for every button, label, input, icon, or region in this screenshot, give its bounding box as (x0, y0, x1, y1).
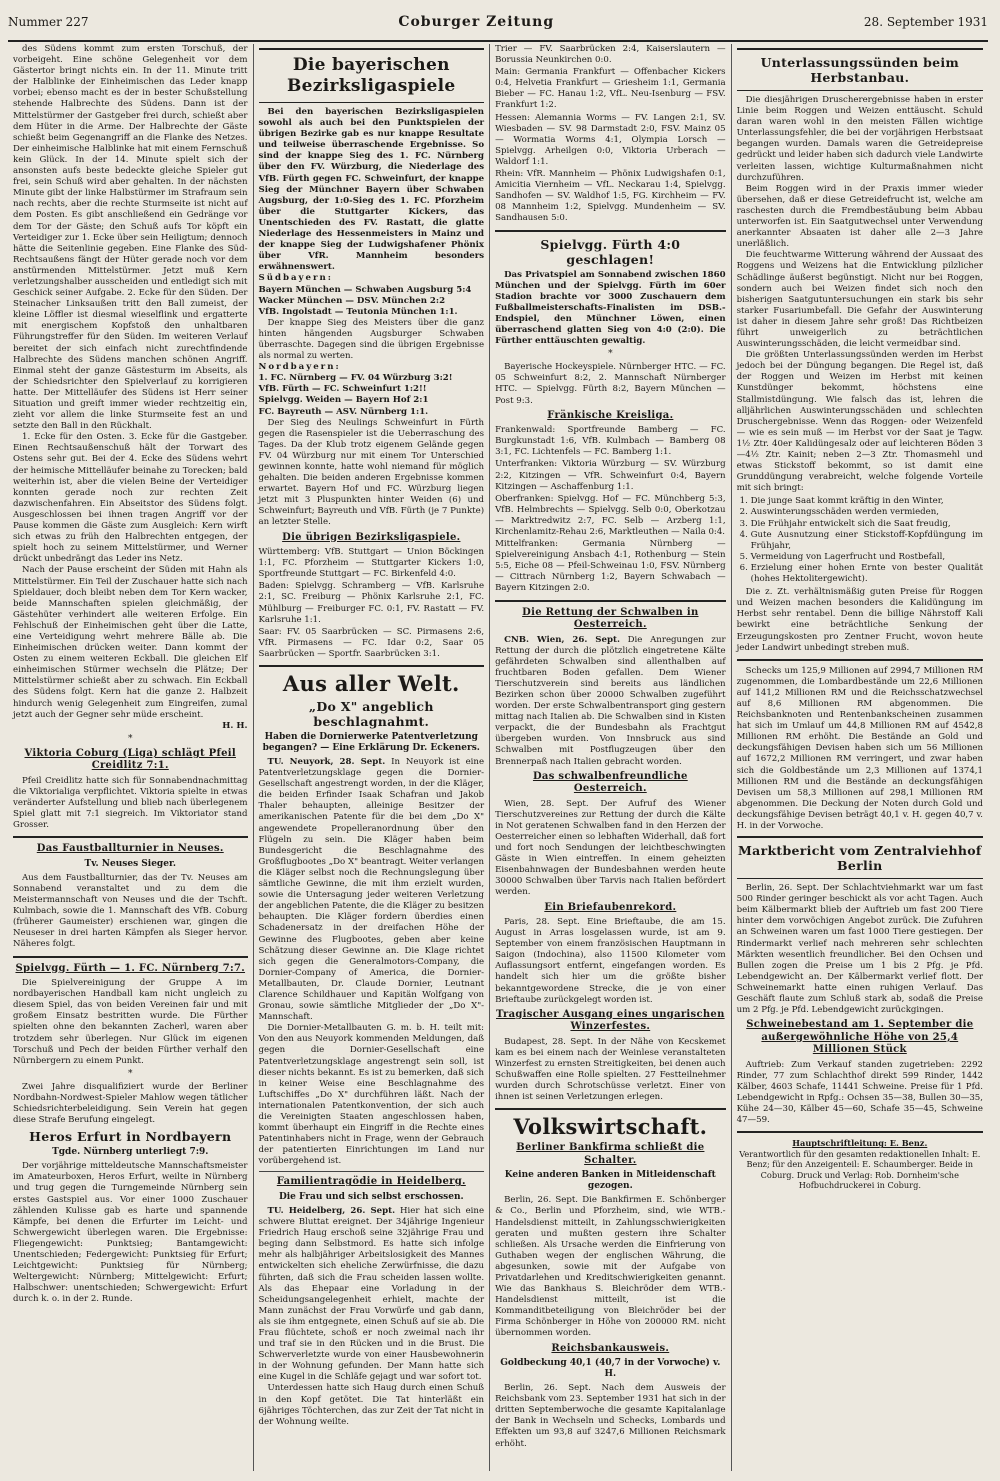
schwalben-dateline: CNB. Wien, 26. Sept. (504, 634, 620, 645)
faustball-subheadline: Tv. Neuses Sieger. (84, 858, 176, 869)
bank-headline: Berliner Bankfirma schließt die Schalter. (516, 1142, 705, 1166)
section-divider: * (128, 1068, 133, 1079)
list-item: 6. Erzielung einer hohen Ernte von bester Qualität (hohes Hektolitergewicht). (751, 563, 983, 585)
heidelberg-text: Hier hat sich eine schwere Bluttat ereignet. Der 34jährige Ingenieur Friedrich Haug erschoß seine 32jährige Frau und beging dann Selbstmord. Es hatte sich infolge mehr als halbjähriger Arbeitslosigkeit des Mannes entwickelten sich eheliche Zerwürfnisse, die dazu führten, daß sich die Frau scheiden lassen wollte. Als das Ehepaar eine Vorladung in der Scheidungsangelegenheit erhielt, machte der Mann zunächst der Frau Vorwürfe und gab dann, als sie ihm entgegnete, einen Schuß auf sie ab. Die Frau flüchtete, schoß er noch zweimal nach ihr und traf sie in den Rücken und in die Brust. Die Schwerverletzte wurde von einer Hausbewohnerin in der Wohnung gefunden. Der Mann hatte sich eine Kugel in die Schläfe gejagt und war sofort tot. (258, 1205, 485, 1383)
do-x-dateline: TU. Neuyork, 28. Sept. (267, 757, 386, 767)
paper-name: Coburger Zeitung (398, 14, 555, 30)
column-2 (253, 44, 490, 1471)
heidelberg-dateline: TU. Heidelberg, 26. Sept. (267, 1205, 396, 1216)
divider (737, 659, 983, 661)
heros-subheadline: Tgde. Nürnberg unterliegt 7:9. (52, 1147, 209, 1158)
issue-date: 28. September 1931 (863, 15, 988, 29)
schwalben-2-headline: Das schwalbenfreundliche Oesterreich. (532, 770, 688, 795)
heidelberg-text-2: Unterdessen hatte sich Haug durch einen Schuß in den Kopf getötet. Die Tat hinterläßt ein 6jähriges Töchterchen, das zur Zeit der Tat nicht in der Wohnung weilte. (258, 1383, 485, 1427)
suedbayern-results (259, 285, 485, 318)
suedbayern-text: Der knappe Sieg des Meisters über die ganz hinten hängenden Augsburger Schwaben überraschte. Dagegen sind die übrigen Ergebnisse als normal zu werten. (258, 317, 485, 362)
result-line: FC. Bayreuth — ASV. Nürnberg 1:1. (258, 406, 429, 417)
league-line: Hessen: Alemannia Worms — FV. Langen 2:1, SV. Wiesbaden — SV. 98 Darmstadt 2:0, FSV. Mainz 05 — Wormatia Worms 4:1, Olympia Lorsch — Spielvgg. Arheilgen 0:0, Viktoria Urberach — Waldorf 1:1. (495, 112, 726, 167)
schwalben-text: Die Anregungen zur Rettung der durch die plötzlich eingetretene Kälte gefährdeten Schwalben sind allenthalben auf fruchtbaren Boden gefallen. Dem Wiener Tierschutzverein sind bereits aus ländlichen Bezirken schon über 20000 Schwalben zugeführt worden. Der erste Schwalbentransport ging gestern mittag nach Italien ab. Die Schwalben sind in Kisten verpackt, die der Bundesbahn als Frachtgut übergeben wurden. Von Innsbruck aus sind Schwalben mit Postflugzeugen über den Brennerpaß nach Italien gebracht worden. (495, 634, 726, 767)
league-line: Trier — FV. Saarbrücken 2:4, Kaiserslautern — Borussia Neunkirchen 0:0. (495, 44, 726, 66)
imprint (737, 1138, 983, 1191)
reichsbank-subheadline: Goldbeckung 40,1 (40,7 in der Vorwoche) v. H. (500, 1358, 721, 1380)
reichsbank-text: Berlin, 26. Sept. Nach dem Ausweis der Reichsbank vom 23. September 1931 hat sich in der dritten Septemberwoche die gesamte Kapitalanlage der Bank in Wechseln und Schecks, Lombards und Effekten um 93,8 auf 3247,6 Millionen Reichsmark erhöht. (495, 1383, 726, 1449)
league-line: Main: Germania Frankfurt — Offenbacher Kickers 0:4, Helvetia Frankfurt — Griesheim 1:1, Germania Bieber — FC. Hanau 1:2, VfL. Neu-Isenburg — FSV. Frankfurt 1:2. (495, 67, 726, 111)
section-divider: * (128, 733, 133, 744)
finance-text: Schecks um 125,9 Millionen auf 2994,7 Millionen RM zugenommen, die Lombardbestände um 22,6 Millionen auf 141,2 Millionen RM und die Reichsschatzwechsel auf 8,6 Millionen RM abgenommen. Die Reichsbanknoten und Rentenbankscheinen zusammen hat sich im Umlauf um 44,8 Millionen RM auf 4542,8 Millionen RM erhöht. Die Bestände an Gold und deckungsfähigen Devisen haben sich um 56 Millionen auf 1672,2 Millionen RM verringert, und zwar haben sich die Goldbestände um 2,3 Millionen auf 1374,1 Millionen RM und die Bestände an deckungsfähigen Devisen um 58,3 Millionen auf 298,1 Millionen RM abgenommen. Die Deckung der Noten durch Gold und deckungsfähige Devisen beträgt 40,1 v. H. gegen 40,7 v. H. in der Vorwoche. (736, 665, 984, 831)
kreisliga-headline: Fränkische Kreisliga. (547, 409, 674, 421)
reichsbank-headline: Reichsbankausweis. (551, 1342, 670, 1354)
result-line: VfB. Ingolstadt — Teutonia München 1:1. (258, 306, 458, 317)
hockey-text: Bayerische Hockeyspiele. Nürnberger HTC. — FC. 05 Schweinfurt 8:2, 2. Mannschaft Nürnberger HTC. — Spielvgg. Fürth 8:2, Bayern München — Post 9:3. (495, 362, 726, 406)
herbstanbau-text-5: Die z. Zt. verhältnismäßig guten Preise für Roggen und Weizen machen besonders die Kalidüngung im Herbst sehr rentabel. Denn die billige Nährstoff Kali bewirkt eine beträchtliche Senkung der Erzeugungskosten pro Zentner Frucht, wovon heute jeder Landwirt unbedingt streben muß. (736, 587, 984, 653)
do-x-text-2: Die Dornier-Metallbauten G. m. b. H. teilt mit: Von den aus Neuyork kommenden Meldungen, daß gegen die Dornier-Gesellschaft eine Patentverletzungsklage angestrengt sein soll, ist dieser nichts bekannt. Es ist zu bemerken, daß sich in keiner Weise eine Beschlagnahme des Luftschiffes „Do X" durchführen läßt. Nach der internationalen Patentkonvention, der sich auch die Vereinigten Staaten angeschlossen haben, kommt überhaupt ein Eingriff in die Rechte eines Patentinhabers nicht in Frage, wenn der Gebrauch der patentierten Einrichtungen im Land nur vorübergehend ist. (258, 1023, 485, 1167)
fuerth-nuernberg-text: Die Spielvereinigung der Gruppe A im nordbayerischen Handball kam nicht ungleich zu diesem Spiel, das von beiden Vereinen fair und mit großem Einsatz bestritten wurde. Die Fürther spielten ohne den bekannten Zacherl, waren aber trotzdem sehr überlegen. Nur Glück im eigenen Torschuß und Pech der beiden Fürther verhalf den Nürnbergern zu einem Punkt. (13, 978, 248, 1066)
imprint-label: Hauptschriftleitung: E. Benz. (792, 1138, 928, 1149)
bank-subheadline: Keine anderen Banken in Mitleidenschaft gezogen. (504, 1170, 716, 1192)
column-4 (731, 44, 988, 1471)
herbstanbau-text-2: Beim Roggen wird in der Praxis immer wieder übersehen, daß er diese Getreidefrucht ist, welche am raschesten durch die Fremdbestäubung beim Abbau unterworfen ist. Ein Saatgutwechsel unter Verwendung anerkannter Absaaten ist daher alle 2—3 Jahre unerläßlich. (736, 183, 984, 250)
schwalben-2-text: Wien, 28. Sept. Der Aufruf des Wiener Tierschutzvereines zur Rettung der durch die Kälte in Not geratenen Schwalben fand in den Herzen der Oesterreicher einen so lebhaften Widerhall, daß fort und fort noch Sendungen der leichtbeschwingten Gäste in Wien eintreffen. In einem geheizten Eisenbahnwagen der Bundesbahnen werden heute 30000 Schwalben über Tarvis nach Italien befördert werden. (495, 798, 726, 898)
other-leagues-title: Die übrigen Bezirksligaspiele. (282, 531, 461, 543)
page-number: Nummer 227 (8, 15, 89, 29)
nordbayern-text: Der Sieg des Neulings Schweinfurt in Fürth gegen die Rasenspieler ist die Ueberraschung des Tages. Da der Klub trotz eigenem Gelände gegen FV. 04 Würzburg nur mit einem Tor Unterschied gewinnen konnte, hatte wohl niemand für möglich gehalten. Die beiden anderen Ergebnisse kommen erwartet. Bayern Hof und FC. Würzburg liegen jetzt mit 3 Pluspunkten hinter Weiden (6) und Schweinfurt; Bayreuth und VfB. Fürth (je 7 Punkte) an letzter Stelle. (258, 417, 485, 528)
divider (495, 600, 726, 602)
league-results-top (495, 44, 726, 225)
masthead (8, 14, 988, 42)
heidelberg-subheadline: Die Frau und sich selbst erschossen. (278, 1191, 464, 1202)
winzerfest-text: Budapest, 28. Sept. In der Nähe von Kecskemet kam es bei einem nach der Weinlese veranstalteten Winzerfest zu ernsten Streitigkeiten, bei denen auch Schußwaffen eine Rolle spielten. 27 Festteilnehmer wurden durch Schrotschüsse verletzt. Einer von ihnen ist seinen Verletzungen erlegen. (495, 1036, 726, 1103)
league-line: Württemberg: VfB. Stuttgart — Union Böckingen 1:1, FC. Pforzheim — Stuttgarter Kickers 1:0, Sportfreunde Stuttgart — FC. Birkenfeld 4:0. (258, 547, 485, 580)
bezirksliga-headline: Die bayerischen Bezirksligaspiele (287, 55, 456, 96)
herbstanbau-text-4: Die größten Unterlassungssünden werden im Herbst jedoch bei der Düngung begangen. Die Regel ist, daß der Roggen und Weizen im Herbst mit keinen Kunstdünger bekommt, höchstens eine Stallmistdüngung. Wie falsch das ist, lehren die alljährlichen Auswinterungsschäden und schlechten Druschergebnisse. Wenn das Roggen- oder Weizenfeld — wie es sein muß — im Herbst vor der Saat je Tagw. 1½ Ztr. 40er Kalidüngesalz oder auf leichteren Böden 3—4½ Ztr. Kainit; neben 2—3 Ztr. Thomasmehl und etwas Stickstoff bekommt, so ist damit eine Grunddüngung verabreicht, welche folgende Vorteile mit sich bringt: (736, 350, 984, 494)
list-item: 4. Gute Ausnutzung einer Stickstoff-Kopfdüngung im Frühjahr, (751, 530, 983, 552)
league-line: Baden: Spielvgg. Schramberg — VfB. Karlsruhe 2:1, SC. Freiburg — Phönix Karlsruhe 2:1, FC. Mühlburg — Freiburger FC. 0:1, FV. Rastatt — FV. Karlsruhe 1:1. (258, 581, 485, 625)
do-x-headline: „Do X" angeblich beschlagnahmt. (308, 699, 434, 729)
divider (13, 836, 248, 838)
nordbayern-title: Nordbayern: (258, 362, 341, 373)
brieftaube-text: Paris, 28. Sept. Eine Brieftaube, die am 15. August in Arras losgelassen wurde, ist am 9. September von einem französischen Hauptmann in Saigon (Indochina), also 11500 Kilometer vom Auflassungsort entfernt, eingefangen worden. Es handelt sich hier um die größte bisher bekanntgewordene Strecke, die je von einer Brieftaube zurückgelegt worden ist. (495, 917, 726, 1005)
bezirksliga-lead: Bei den bayerischen Bezirksligaspielen sowohl als auch bei den Punktspielen der übrigen Bezirke gab es nur knappe Resultate und teilweise überraschende Ergebnisse. So sind der knappe Sieg des 1. FC. Nürnberg über den FV. Würzburg, die Niederlage des VfB. Fürth gegen FC. Schweinfurt, der knappe Sieg der Münchner Bayern über Schwaben Augsburg, der 1:0-Sieg des 1. FC. Pforzheim über die Stuttgarter Kickers, das Unentschieden des FV. Rastatt, die glatte Niederlage des Hessenmeisters in Mainz und der knappe Sieg der Ludwigshafener Phönix über VfR. Mannheim besonders erwähnenswert. (258, 107, 485, 273)
disqualification-text: Zwei Jahre disqualifiziert wurde der Berliner Nordbahn-Nordwest-Spieler Mahlow wegen tätlicher Schiedsrichterbeleidigung. Sein Verein hat gegen diese Strafe Berufung eingelegt. (13, 1081, 248, 1126)
volkswirtschaft-headline: Volkswirtschaft. (513, 1114, 708, 1140)
imprint-text: Verantwortlich für den gesamten redaktionellen Inhalt: E. Benz; für den Anzeigenteil: E. Schaumberger. Beide in Coburg. Druck und Verlag: Rob. Dornheim'sche Hofbuchdruckerei in Coburg. (739, 1148, 981, 1191)
league-line: Mittelfranken: Germania Nürnberg — Spielvereinigung Ansbach 4:1, Rothenburg — Stein 5:5, Eiche 08 — Pfeil-Schweinau 1:0, FSV. Nürnberg — Cittrach Nürnberg 1:2, Bayern Schwabach — Bayern Kitzingen 2:0. (495, 539, 726, 594)
other-leagues-results (259, 547, 485, 660)
author-signature: H. H. (222, 720, 248, 731)
fuerth-beaten-headline: Spielvgg. Fürth 4:0 geschlagen! (540, 236, 681, 267)
match-report-text-3: Nach der Pause erscheint der Süden mit Hahn als Mittelstürmer. Ein Teil der Zuschauer hatte sich nach Spieldauer, doch bleibt neben dem Tor Kern wacker, beide Mannschaften spielen gleichmäßig, der Gästehüter verhindert alle weiteren Erfolge. Ein Fehlschuß der Einheimischen geht über die Latte, eine Verteidigung wehrt mehrere Bälle ab. Die Einheimischen drücken weiter. Dann kommt der Osten zu einem weiteren Eckball. Die gleichen Elf einheimischen Stürmer wechseln die Plätze; Der Mittelstürmer schießt aber zu schwach. Ein Eckball des Südens folgt. Kern hat die ganze 2. Halbzeit hindurch wenig Gelegenheit zum Eingreifen, zumal jetzt auch der Gegner sehr müde erscheint. (13, 565, 248, 720)
league-line: Oberfranken: Spielvgg. Hof — FC. Münchberg 5:3, VfB. Helmbrechts — Spielvgg. Selb 0:0, Oberkotzau — Marktredwitz 2:7, FC. Selb — Arzberg 1:1, Kirchenlamitz-Rehau 2:6, Marktleuthen — Naila 0:4. (495, 493, 726, 537)
divider (495, 230, 726, 232)
market-headline: Marktbericht vom Zentralviehhof Berlin (738, 843, 982, 874)
section-divider: * (608, 349, 613, 360)
fuerth-beaten-text: Das Privatspiel am Sonnabend zwischen 1860 München und der Spielvgg. Fürth im 60er Stadion brachte vor 3000 Zuschauern dem Fußballmeisterschafts-Finalisten im DSB.-Endspiel, den Münchner Löwen, einen überraschend glatten Sieg von 4:0 (2:0). Die Fürther enttäuschten gewaltig. (495, 269, 726, 347)
league-line: Saar: FV. 05 Saarbrücken — SC. Pirmasens 2:6, VfR. Pirmasens — FC. Idar 0:2, Saar 05 Saarbrücken — Sportfr. Saarbrücken 3:1. (258, 626, 485, 659)
brieftaube-headline: Ein Briefaubenrekord. (544, 901, 677, 913)
herbstanbau-headline: Unterlassungssünden beim Herbstanbau. (760, 55, 959, 85)
result-line: Bayern München — Schwaben Augsburg 5:4 (258, 284, 472, 295)
herbstanbau-text-3: Die feuchtwarme Witterung während der Aussaat des Roggens und Weizens hat die Entwicklung pilzlicher Schädlinge äußerst begünstigt. Nicht nur bei Roggen, sondern auch bei Weizen findet sich noch den bisherigen Saatgutuntersuchungen ein stark bis sehr starker Fusariumbefall. Die Gefahr der Auswinterung ist daher in diesem Jahre sehr groß! Das Richtbeizen führt unweigerlich zu beträchtlichen Auswinterungsschäden, die leicht vermeidbar sind. (736, 250, 984, 350)
heros-headline: Heros Erfurt in Nordbayern (29, 1129, 232, 1145)
market-text: Berlin, 26. Sept. Der Schlachtviehmarkt war um fast 500 Rinder geringer beschickt als vor acht Tagen. Auch beim Kälbermarkt blieb der Auftrieb um fast 200 Tiere hinter dem vorwöchigen Angebot zurück. Die Zufuhren an Schweinen waren um fast 1000 Tiere gestiegen. Der Rindermarkt verlief nach mehreren sehr schlechten Märkten wesentlich freundlicher. Bei den Ochsen und Bullen zogen die Preise um 1 bis 2 Pfg. je Pfd. Lebendgewicht an. Der Kälbermarkt verlief flott. Der Schweinemarkt hatte einen ruhigen Verlauf. Das Geschäft flaute zum Schluß stark ab, sodaß die Preise um 2 Pfg. je Pfd. Lebendgewicht zurückgingen. (736, 883, 984, 1016)
aus-aller-welt-headline: Aus aller Welt. (282, 671, 460, 696)
do-x-subheadline: Haben die Dornierwerke Patentverletzung begangen? — Eine Erklärung Dr. Eckeners. (262, 732, 480, 753)
nordbayern-results (259, 373, 485, 417)
benefits-list (737, 496, 983, 585)
league-line: Unterfranken: Viktoria Würzburg — SV. Würzburg 2:2, Kitzingen — VfR. Schweinfurt 0:4, Bayern Kitzingen — Aschaffenburg 1:1. (495, 459, 726, 492)
match-report-text-2: 1. Ecke für den Osten. 3. Ecke für die Gastgeber. Einen Rechtsaußenschuß hält der Torwart des Ostens sehr gut. Bei der 4. Ecke des Südens wehrt der heimische Mittelläufer beinahe zu Torecken; bald weiterhin ist, aber die vielen Beine der Verteidiger konnten gerade noch zur rechten Zeit dazwischenfahren. Ein Abseitstor des Südens folgt. Ausgeschlossen bei ihnen tragen Angriff vor der Pause kommen die Gäste zum Ausgleich: Kern wirft sich etwas zu früh den Halbrechten entgegen, der spielt hoch zu seinem Mittelstürmer, und Werner drückt unbedrängt das Leder ins Netz. (13, 432, 248, 565)
list-item: 5. Vermeidung von Lagerfrucht und Rostbefall, (751, 552, 983, 563)
divider (259, 1171, 485, 1172)
viktoria-headline: Viktoria Coburg (Liga) schlägt Pfeil Creidlitz 7:1. (24, 747, 236, 772)
result-line: 1. FC. Nürnberg — FV. 04 Würzburg 3:2! (258, 373, 453, 384)
auftrieb-text: Auftrieb: Zum Verkauf standen zugetrieben: 2292 Rinder, 77 zum Schlachthof direkt 599 Rinder, 1442 Kälber, 4603 Schafe, 11441 Schweine. Preise für 1 Pfd. Lebendgewicht in Rpfg.: Ochsen 35—38, Bullen 30—35, Kühe 24—30, Kälber 45—60, Schafe 35—45, Schweine 47—59. (736, 1059, 984, 1126)
faustball-headline: Das Faustballturnier in Neuses. (36, 843, 224, 855)
column-1 (8, 44, 253, 1471)
viktoria-text: Pfeil Creidlitz hatte sich für Sonnabendnachmittag die Viktorialiga verpflichtet. Viktoria spielte in etwas veränderter Aufstellung und blieb nach überlegenem Spiel glatt mit 7:1 siegreich. Im Viktoriator stand Grosser. (13, 775, 248, 831)
bank-text: Berlin, 26. Sept. Die Bankfirmen E. Schönberger & Co., Berlin und Pforzheim, sind, wie WTB.-Handelsdienst mitteilt, in Zahlungsschwierigkeiten geraten und mußten gestern ihre Schalter schließen. Als Ursache werden die Einfrierung von Guthaben wegen der englischen Währung, die abgesunken, sowie mit der Aufgabe von Privatdarlehen und Kreditschwierigkeiten genannt. Wie das Bankhaus S. Bleichröder dem WTB.-Handelsdienst mitteilt, ist die Kommanditbeteiligung von Bleichröder bei der Firma Schönberger in Höhe von 200000 RM. nicht übernommen worden. (495, 1195, 726, 1339)
schweinebestand-headline: Schweinebestand am 1. September die außergewöhnliche Höhe von 25,4 Millionen Stück (746, 1019, 974, 1056)
suedbayern-title: Südbayern: (258, 273, 333, 284)
list-item: 3. Die Frühjahr entwickelt sich die Saat freudig, (751, 519, 983, 530)
result-line: Wacker München — DSV. München 2:2 (258, 295, 446, 306)
divider (259, 665, 485, 667)
fuerth-nuernberg-headline: Spielvgg. Fürth — 1. FC. Nürnberg 7:7. (15, 962, 246, 974)
schwalben-headline: Die Rettung der Schwalben in Oesterreich. (522, 606, 699, 631)
winzerfest-headline: Tragischer Ausgang eines ungarischen Winzerfestes. (496, 1008, 725, 1033)
column-3 (489, 44, 731, 1471)
divider (495, 1108, 726, 1110)
league-line: Rhein: VfR. Mannheim — Phönix Ludwigshafen 0:1, Amicitia Viernheim — VfL. Neckarau 1:4, Spielvgg. Sandhofen — SV. Waldhof 1:5, FG. Kirchheim — FV. 08 Mannheim 1:2, Spielvgg. Mundenheim — SV. Sandhausen 5:0. (495, 169, 726, 224)
article-columns (8, 44, 988, 1471)
list-item: 2. Auswinterungsschäden werden vermieden, (751, 507, 983, 518)
divider (13, 956, 248, 958)
divider (737, 1131, 983, 1133)
do-x-text: In Neuyork ist eine Patentverletzungsklage gegen die Dornier-Gesellschaft angestrengt worden, in der die Kläger, die beiden Erfinder Isaak Schafran und Jakob Thaler behaupten, alleinige Besitzer der amerikanischen Patente für die bei dem „Do X" angewendete Propelleranordnung über den Flügeln zu sein. Die Kläger haben beim Bundesgericht die Beschlagnahme des Großflugbootes „Do X" beantragt. Weiter verlangen die Kläger selbst noch die Rechnungslegung über sämtliche Gewinne, die mit ihm erzielt wurden, sowie die Untersagung jeder weiteren Verletzung der angeblichen Patente, die die Kläger zu besitzen behaupten. Die Kläger fordern überdies einen Schadenersatz in der dreifachen Höhe der Gewinne des Flugbootes, geben aber keine Schätzung dieser Gewinne an. Die Klage richtet sich gegen die Generalmotors-Company, die Dornier-Company of America, die Dornier-Metallbauten, Dr. Claude Dornier, Leutnant Clarence Schildhauer und Kapitän Wolfgang von Gronau, sowie sämtliche Mitglieder der „Do X"-Mannschaft. (258, 757, 485, 1023)
kreisliga-results (495, 425, 726, 594)
result-line: VfB. Fürth — FC. Schweinfurt 1:2!! (258, 384, 427, 395)
list-item: 1. Die junge Saat kommt kräftig in den Winter, (751, 496, 983, 507)
heidelberg-headline: Familientragödie in Heidelberg. (276, 1176, 466, 1188)
result-line: Spielvgg. Weiden — Bayern Hof 2:1 (258, 395, 429, 406)
herbstanbau-text-1: Die diesjährigen Druscherergebnisse haben in erster Linie beim Roggen und Weizen enttäuscht. Schuld daran waren wohl in den meisten Fällen wichtige Unterlassungsfehler, die bei der vorjährigen Herbstsaat begangen wurden. Damals waren die Getreidepreise gedrückt und leider haben sich dadurch viele Landwirte verleiten lassen, wichtige Kulturmaßnahmen nicht durchzuführen. (736, 95, 984, 183)
league-line: Frankenwald: Sportfreunde Bamberg — FC. Burgkunstadt 1:6, VfB. Kulmbach — Bamberg 08 3:1, FC. Lichtenfels — FC. Bamberg 1:1. (495, 425, 726, 458)
faustball-text: Aus dem Faustballturnier, das der Tv. Neuses am Sonnabend veranstaltet und zu dem die Meistermannschaft von Neuses und die der Tschft. Kulmbach, sowie die 1. Mannschaft des VfB. Coburg (früherer Gaumeister) erschienen war, gingen die Neuseser in drei harten Kämpfen als Sieger hervor. Näheres folgt. (13, 872, 248, 950)
match-report-text: des Südens kommt zum ersten Torschuß, der vorbeigeht. Eine schöne Gelegenheit vor dem Gästertor bringt nichts ein. In der 11. Minute tritt der Halblinke der Einheimischen das Leder knapp vorbei; ebenso macht es der in bester Schußstellung stehende Halbrechte des Südens. Dann ist der Mittelstürmer der Gastgeber frei durch, schießt aber dem Hüter in die Arme. Der Halbrechte der Gäste schießt beim Gegenangriff an die Flanke des Netzes. Der einheimische Halblinke hat mit einem Fernschuß kein Glück. In der 14. Minute spielt sich der ansonsten aufs beste bedeckte gleiche Spieler gut frei, sein Schuß wird aber gehalten. In der nächsten Minute gibt der linke Halbstürmer im Strafraum sein nach rechts, aber die rechte Sturmseite ist nicht auf dem Posten. Es gibt anschließend ein Gedränge vor dem Tor der Gäste; den Schuß aufs Tor köpft ein Verteidiger zur 1. Ecke über sein Heiligtum; dennoch hätte die Seitenlinie gegeben. Eine Flanke des Süd-Rechtsaußens fängt der Hüter gerade noch vor dem anstürmenden Mittelstürmer. Jetzt muß Kern verletzungshalber ausscheiden und entledigt sich mit Geschick seiner Aufgabe. 2. Ecke für den Süden. Der Steinacher Linksaußen tritt den Ball zumeist, der kleine Löffler ist diesmal wieselflink und ergatterte mit energischem Kopfstoß den unhaltbaren Führungstreffer für den Süden. Im weiteren Verlauf bereitet der sich einfach nicht zurechtfindende Halbrechte des Südens manchen schönen Angriff. Einmal steht der ganze Gästesturm im Abseits, als der Schiedsrichter den Spielverlauf zu korrigieren hatte. Der Mittelläufer des Südens ist Herr seiner Situation und greift immer wieder rechtzeitig ein, zieht vor allem die linke Sturmseite fest an und setzte den Ball in den Rückhalt. (13, 44, 248, 432)
heros-text: Der vorjährige mitteldeutsche Mannschaftsmeister im Amateurboxen, Heros Erfurt, weilte in Nürnberg und trug gegen die Turngemeinde Nürnberg sein erstes Gastspiel aus. Vor einer 1000 Zuschauer zählenden Kulisse gab es harte und spannende Kämpfe, bei denen die Erfurter im Leicht- und Schwergewicht überlegen waren. Die Ergebnisse: Fliegengewicht: Punktsieg; Bantamgewicht: Unentschieden; Federgewicht: Punktsieg für Erfurt; Leichtgewicht: Punktsieg für Nürnberg; Weltergewicht: Nürnberg; Mittelgewicht: Erfurt; Halbschwer: unentschieden; Schwergewicht: Erfurt durch k. o. in der 2. Runde. (13, 1161, 248, 1305)
